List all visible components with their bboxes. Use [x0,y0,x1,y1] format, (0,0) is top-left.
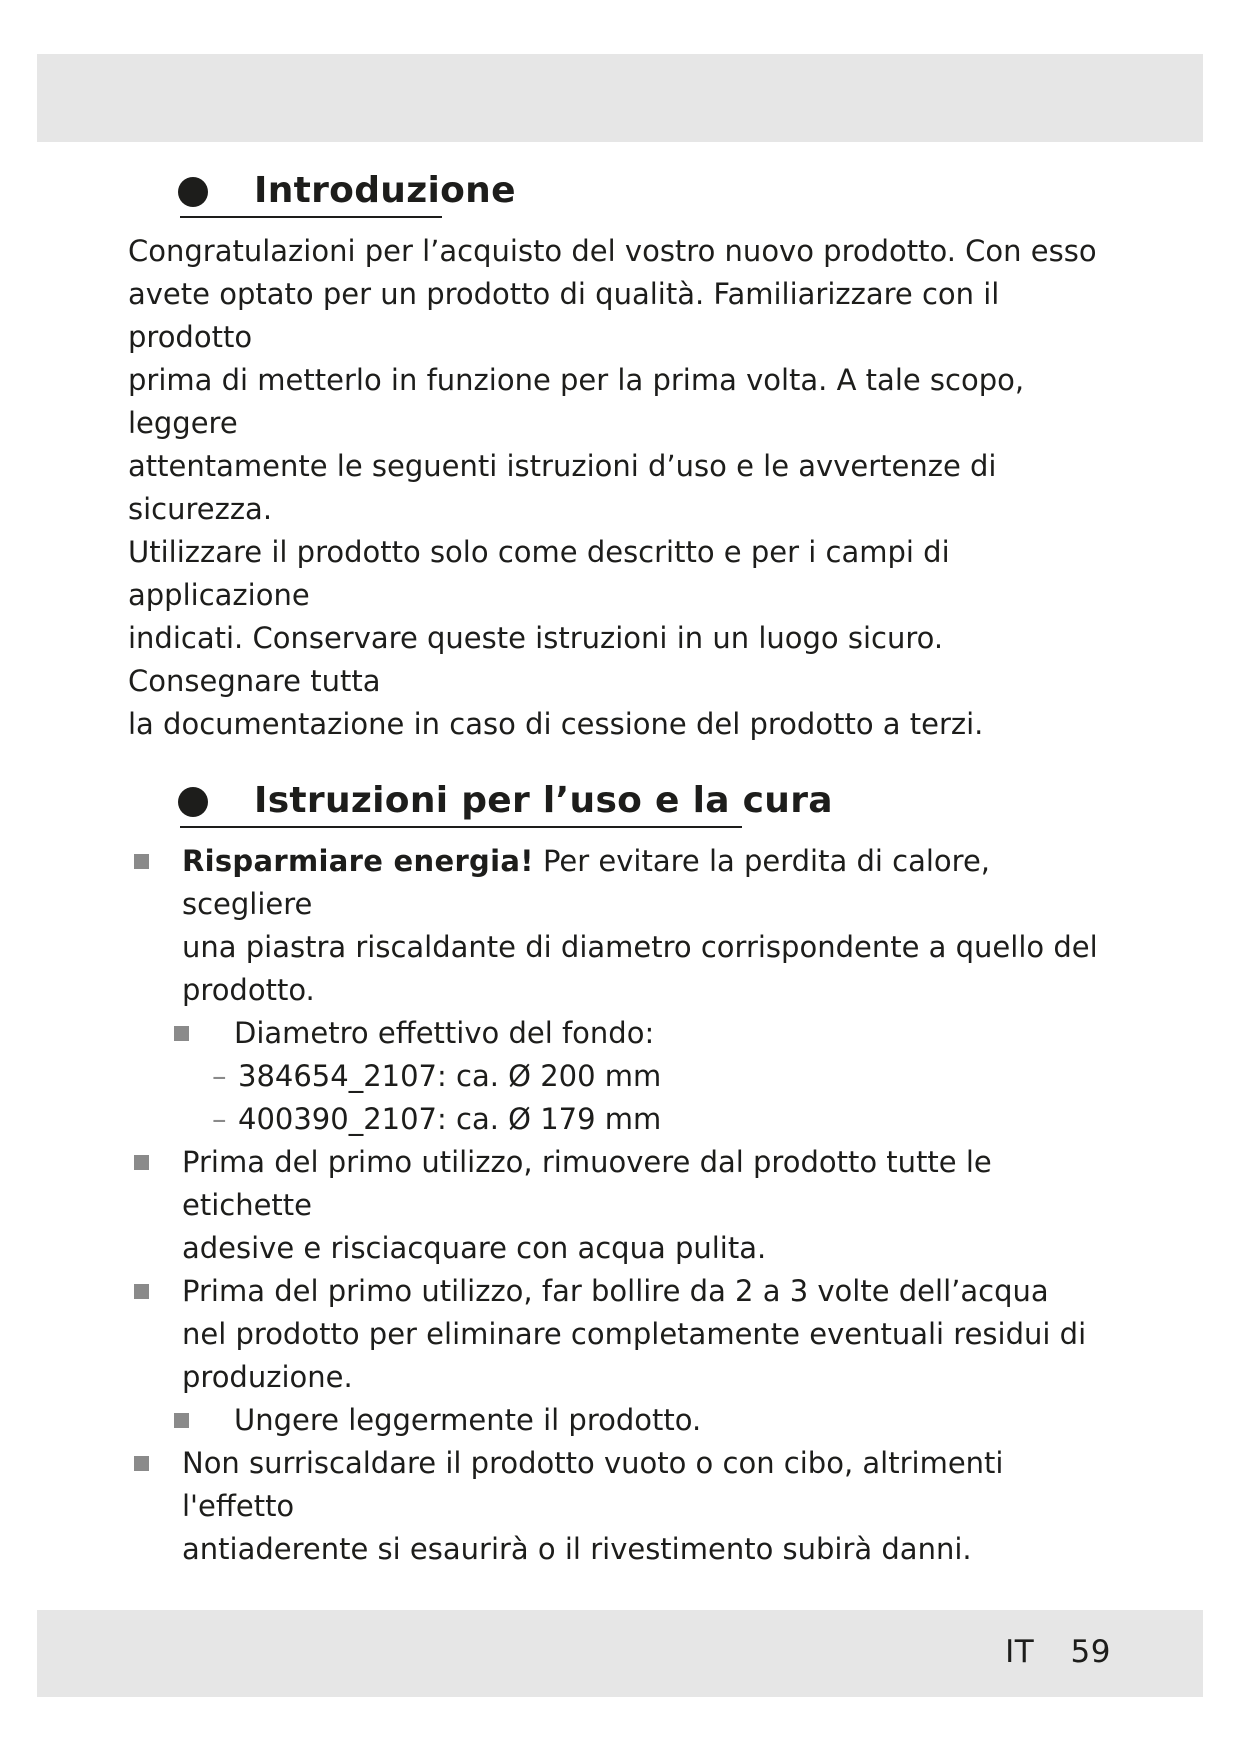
paragraph-line: attentamente le seguenti istruzioni d’uso e le avvertenze di sicurezza. [128,449,997,526]
paragraph-line: indicati. Conservare queste istruzioni in un luogo sicuro. Consegnare tutta [128,621,944,698]
square-bullet-icon [134,1456,149,1471]
sub-list-item [128,1012,1118,1055]
list-item [128,1141,1118,1270]
item-text: Per evitare la perdita di calore, scegliere [182,844,991,921]
paragraph-line: prima di metterlo in funzione per la prima volta. A tale scopo, leggere [128,363,1025,440]
item-text: nel prodotto per eliminare completamente eventuali residui di [182,1317,1087,1351]
dash-marker: – [212,1102,227,1136]
page-content [128,170,1118,1571]
heading-underline [180,826,742,828]
square-bullet-icon [174,1026,189,1041]
item-text: una piastra riscaldante di diametro corrispondente a quello del [182,930,1098,964]
dash-marker: – [212,1059,227,1093]
square-bullet-icon [174,1413,189,1428]
dash-list-item [128,1055,1118,1098]
heading-bullet-icon [178,787,208,817]
heading-bullet-icon [178,177,208,207]
sub-list-item [128,1399,1118,1442]
item-text: adesive e risciacquare con acqua pulita. [182,1231,767,1265]
item-text: Prima del primo utilizzo, far bollire da 2 a 3 volte dell’acqua [182,1274,1049,1308]
paragraph-line: la documentazione in caso di cessione del prodotto a terzi. [128,707,984,741]
paragraph-line: avete optato per un prodotto di qualità. Familiarizzare con il prodotto [128,277,1000,354]
section-heading-istruzioni [178,780,1118,832]
dash-list-item [128,1098,1118,1141]
intro-paragraph [128,230,1118,746]
paragraph-line: Utilizzare il prodotto solo come descritto e per i campi di applicazione [128,535,950,612]
list-item [128,1442,1118,1571]
section-title: Istruzioni per l’uso e la cura [254,780,833,821]
item-text: Diametro effettivo del fondo: [234,1016,655,1050]
square-bullet-icon [134,1284,149,1299]
square-bullet-icon [134,854,149,869]
language-code: IT [1005,1634,1035,1670]
item-text: Ungere leggermente il prodotto. [234,1403,702,1437]
paragraph-line: Congratulazioni per l’acquisto del vostro nuovo prodotto. Con esso [128,234,1097,268]
item-text: antiaderente si esaurirà o il rivestimento subirà danni. [182,1532,972,1566]
square-bullet-icon [134,1155,149,1170]
item-text: 400390_2107: ca. Ø 179 mm [238,1102,662,1136]
page-footer [1005,1634,1111,1670]
item-text: Non surriscaldare il prodotto vuoto o con cibo, altrimenti l'effetto [182,1446,1004,1523]
list-item [128,840,1118,1012]
item-text: Prima del primo utilizzo, rimuovere dal prodotto tutte le etichette [182,1145,992,1222]
section-title: Introduzione [254,170,516,211]
page-number: 59 [1070,1634,1111,1670]
header-band [37,54,1203,142]
item-emphasis: Risparmiare energia! [182,844,534,878]
item-text: prodotto. [182,973,315,1007]
list-item [128,1270,1118,1399]
item-text: 384654_2107: ca. Ø 200 mm [238,1059,662,1093]
heading-underline [180,216,442,218]
item-text: produzione. [182,1360,353,1394]
section-heading-introduzione [178,170,1118,222]
instruction-list [128,840,1118,1571]
